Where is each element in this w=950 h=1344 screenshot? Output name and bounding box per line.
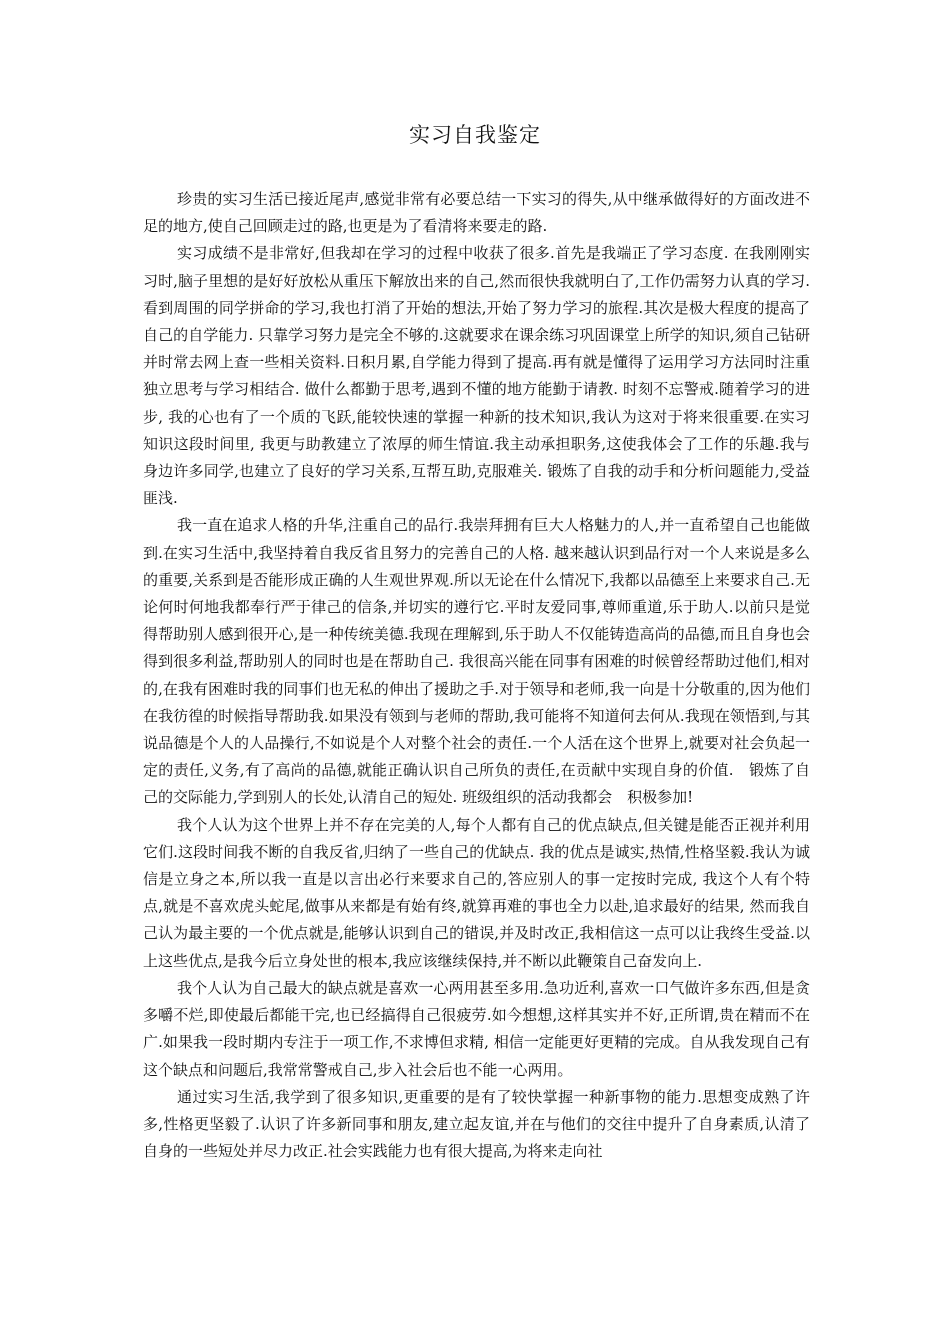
page-title: 实习自我鉴定: [409, 123, 541, 147]
paragraph-study: 实习成绩不是非常好,但我却在学习的过程中收获了很多.首先是我端正了学习态度. 在我刚刚实习时,脑子里想的是好好放松从重压下解放出来的自己,然而很快我就明白了,工作仍需努力认真的学习.看到周围的同学拼命的学习,我也打消了开始的想法,开始了努力学习的旅程.其次是极大程度的提高了自己的自学能力. 只靠学习努力是完全不够的.这就要求在课余练习巩固课堂上所学的知识,须自己钻研并时常去网上查一些相关资料.日积月累,自学能力得到了提高.再有就是懂得了运用学习方法同时注重独立思考与学习相结合. 做什么都勤于思考,遇到不懂的地方能勤于请教. 时刻不忘警戒.随着学习的进步, 我的心也有了一个质的飞跃,能较快速的掌握一种新的技术知识,我认为这对于将来很重要.在实习知识这段时间里, 我更与助教建立了浓厚的师生情谊.我主动承担职务,这使我体会了工作的乐趣.我与身边许多同学,也建立了良好的学习关系,互帮互助,克服难关. 锻炼了自我的动手和分析问题能力,受益匪浅.: [143, 244, 810, 508]
paragraph-conclusion: 通过实习生活,我学到了很多知识,更重要的是有了较快掌握一种新事物的能力.思想变成熟了许多,性格更坚毅了.认识了许多新同事和朋友,建立起友谊,并在与他们的交往中提升了自身素质,认清了自身的一些短处并尽力改正.社会实践能力也有很大提高,为将来走向社: [143, 1087, 810, 1161]
paragraph-weaknesses: 我个人认为自己最大的缺点就是喜欢一心两用甚至多用.急功近利,喜欢一口气做许多东西,但是贪多嚼不烂,即使最后都能干完,也已经搞得自己很疲劳.如今想想,这样其实并不好,正所谓,贵在精而不在广.如果我一段时期内专注于一项工作,不求博但求精, 相信一定能更好更精的完成。自从我发现自己有这个缺点和问题后,我常常警戒自己,步入社会后也不能一心两用。: [143, 978, 810, 1079]
paragraph-strengths: 我个人认为这个世界上并不存在完美的人,每个人都有自己的优点缺点,但关键是能否正视并利用它们.这段时间我不断的自我反省,归纳了一些自己的优缺点. 我的优点是诚实,热情,性格坚毅.我认为诚信是立身之本,所以我一直是以言出必行来要求自己的,答应别人的事一定按时完成, 我这个人有个特点,就是不喜欢虎头蛇尾,做事从来都是有始有终,就算再难的事也全力以赴,追求最好的结果, 然而我自己认为最主要的一个优点就是,能够认识到自己的错误,并及时改正,我相信这一点可以让我终生受益.以上这些优点,是我今后立身处世的根本,我应该继续保持,并不断以此鞭策自己奋发向上.: [143, 815, 810, 970]
paragraph-character: 我一直在追求人格的升华,注重自己的品行.我崇拜拥有巨大人格魅力的人,并一直希望自己也能做到.在实习生活中,我坚持着自我反省且努力的完善自己的人格. 越来越认识到品行对一个人来说是多么的重要,关系到是否能形成正确的人生观世界观.所以无论在什么情况下,我都以品德至上来要求自己.无论何时何地我都奉行严于律己的信条,并切实的遵行它.平时友爱同事,尊师重道,乐于助人.以前只是觉得帮助别人感到很开心,是一种传统美德.我现在理解到,乐于助人不仅能铸造高尚的品德,而且自身也会得到很多利益,帮助别人的同时也是在帮助自己. 我很高兴能在同事有困难的时候曾经帮助过他们,相对的,在我有困难时我的同事们也无私的伸出了援助之手.对于领导和老师,我一向是十分敬重的,因为他们在我彷徨的时候指导帮助我.如果没有领到与老师的帮助,我可能将不知道何去何从.我现在领悟到,与其说品德是个人的人品操行,不如说是个人对整个社会的责任.一个人活在这个世界上,就要对社会负起一定的责任,义务,有了高尚的品德,就能正确认识自己所负的责任,在贡献中实现自身的价值. 锻炼了自己的交际能力,学到别人的长处,认清自己的短处. 班级组织的活动我都会 积极参加!: [143, 516, 810, 807]
paragraph-intro: 珍贵的实习生活已接近尾声,感觉非常有必要总结一下实习的得失,从中继承做得好的方面改进不足的地方,使自己回顾走过的路,也更是为了看清将来要走的路.: [143, 190, 810, 236]
document-body: [143, 186, 810, 1165]
